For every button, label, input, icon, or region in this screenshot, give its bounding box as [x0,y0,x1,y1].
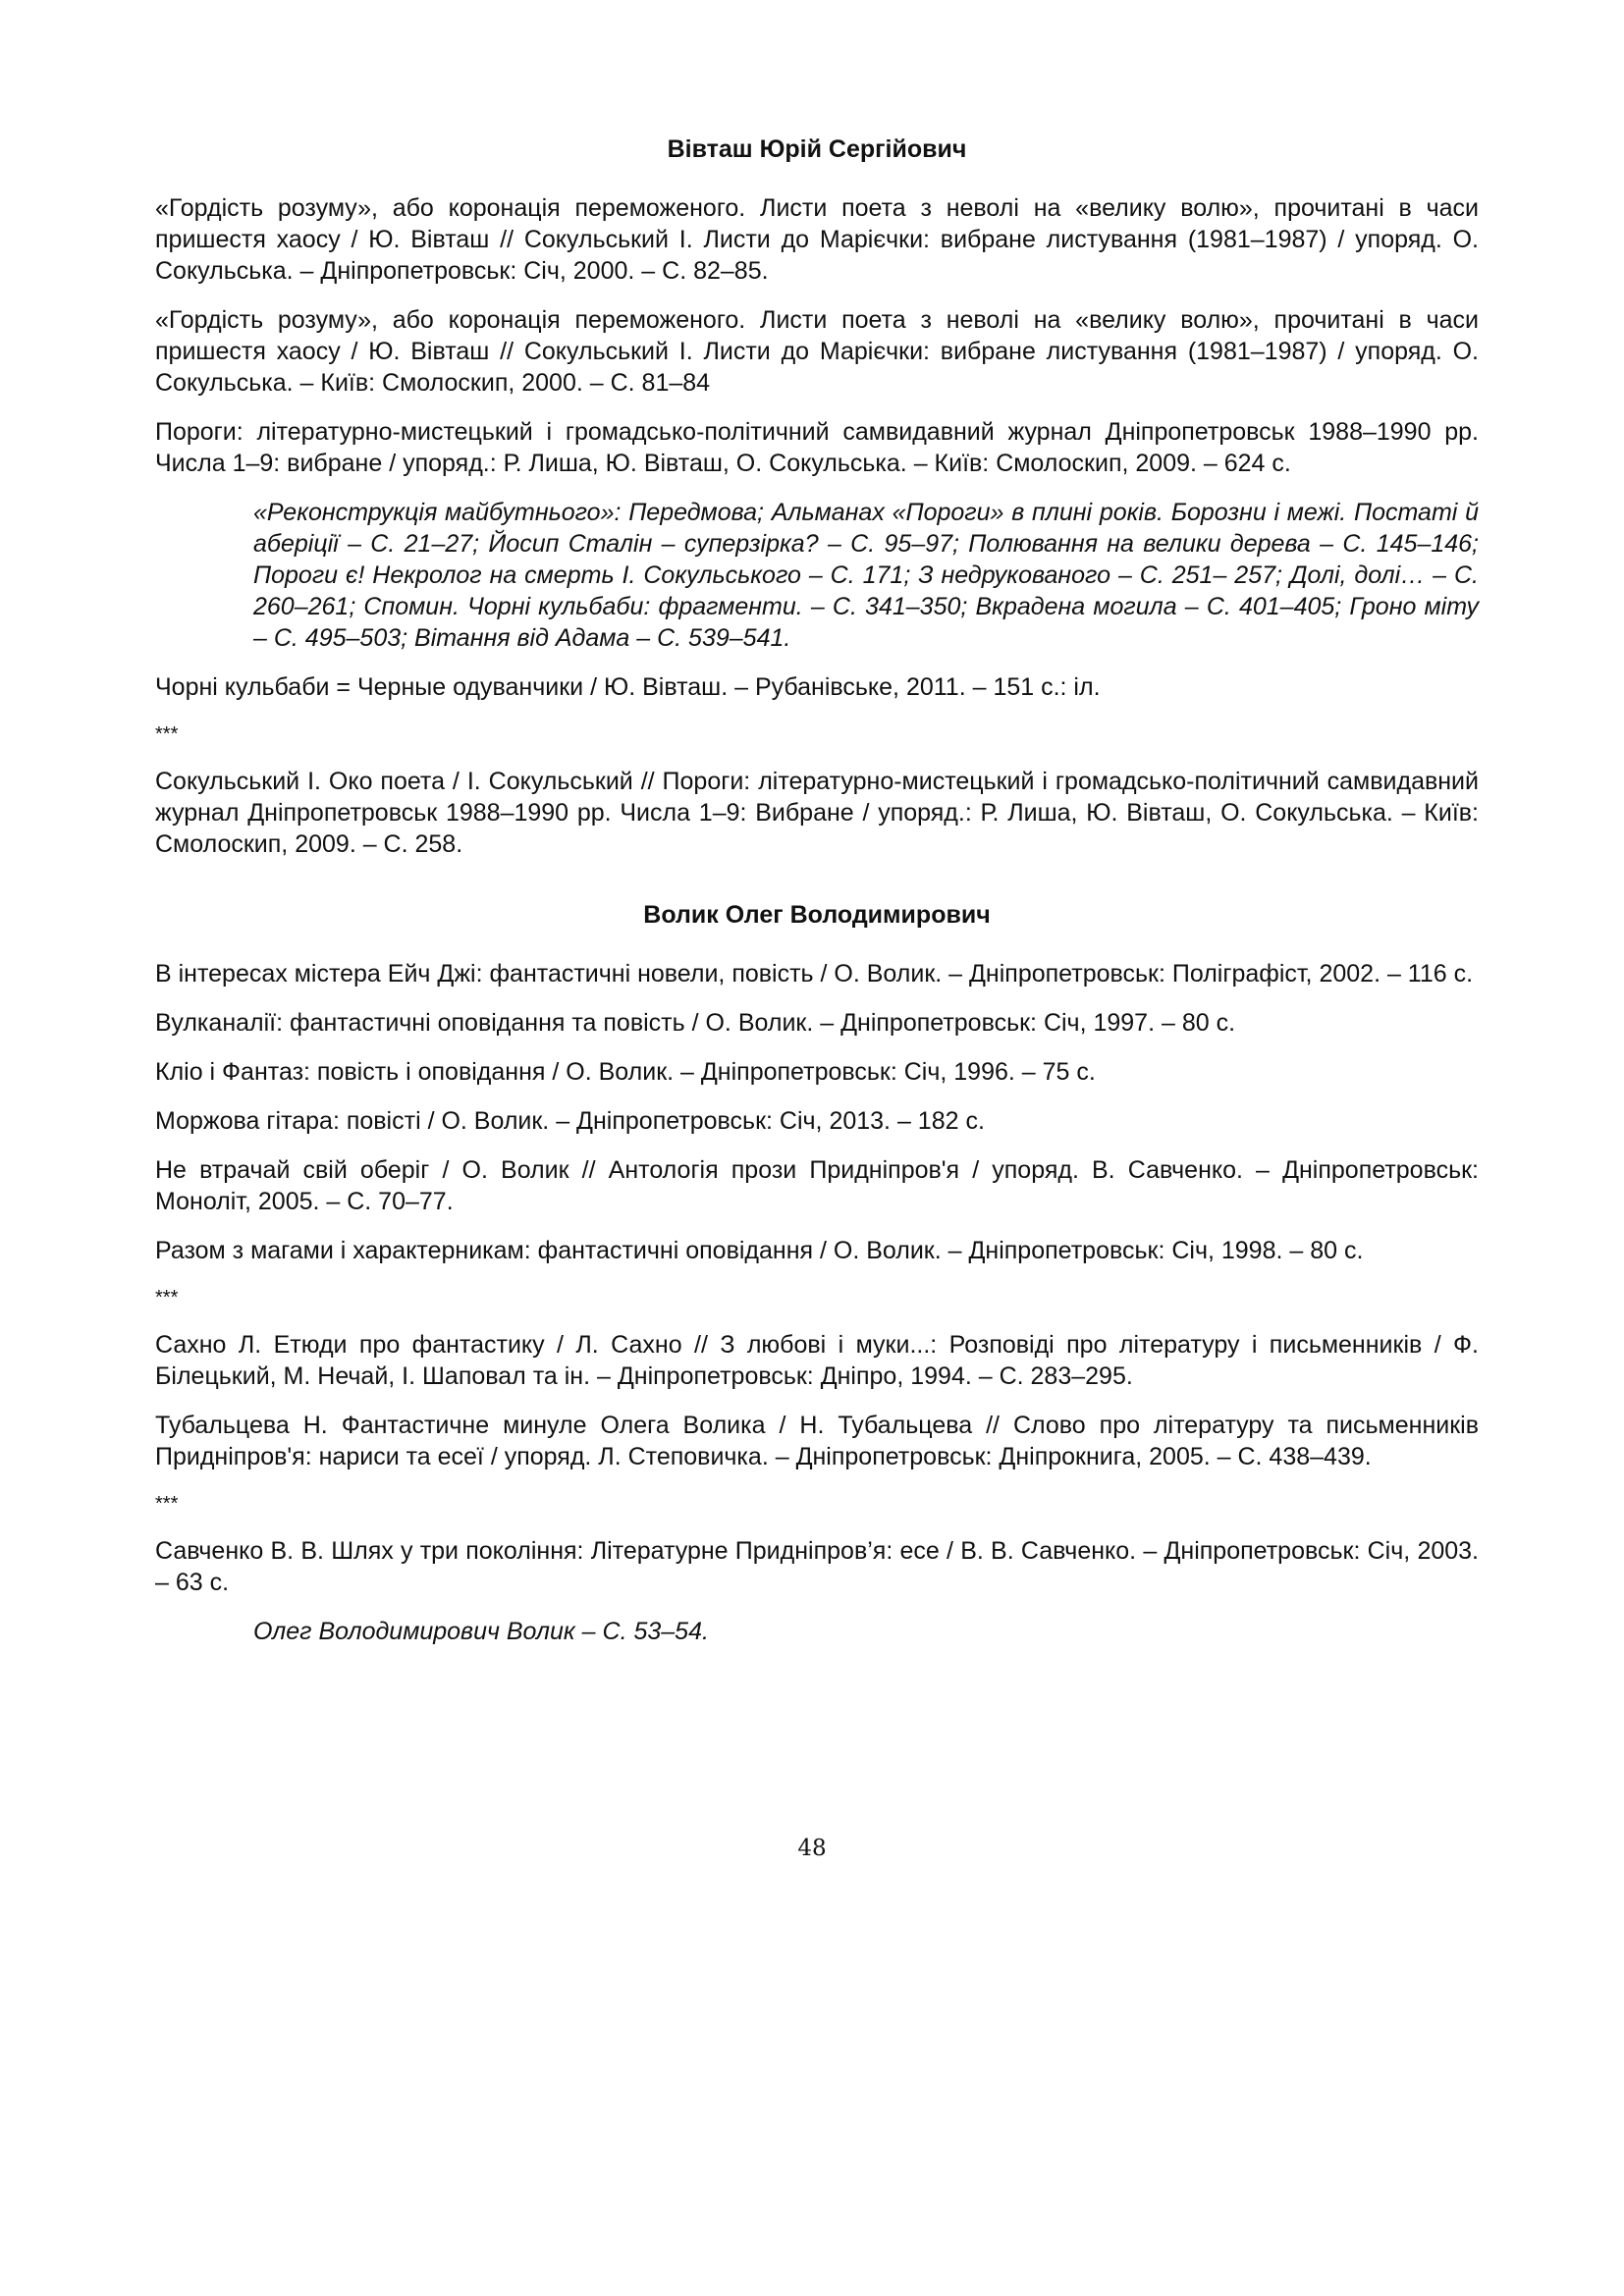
bibliography-entry: Кліо і Фантаз: повість і оповідання / О. Волик. – Дніпропетровськ: Січ, 1996. – 75 с. [155,1058,1096,1086]
bibliography-entry: Не втрачай свій оберіг / О. Волик // Антологія прози Придніпров'я / упоряд. В. Савченко. – Дніпропетровськ: Моноліт, 2005. – С. 70–77. [155,1156,1479,1215]
bibliography-entry: Савченко В. В. Шлях у три покоління: Літературне Придніпров’я: есе / В. В. Савченко. – Дніпропетровськ: Січ, 2003. – 63 с. [155,1537,1479,1596]
bibliography-entry: Сокульський І. Око поета / І. Сокульський // Пороги: літературно-мистецький і громадсько-політичний самвидавний журнал Дніпропетровськ 1988–1990 рр. Числа 1–9: Вибране / упоряд.: Р. Лиша, Ю. Вівташ, О. Сокульська. – Київ: Смолоскип, 2009. – С. 258. [155,768,1479,858]
bibliography-entry: В інтересах містера Ейч Джі: фантастичні новели, повість / О. Волик. – Дніпропетровськ: Поліграфіст, 2002. – 116 с. [155,960,1474,988]
section-separator: *** [155,1493,179,1515]
bibliography-entry: «Гордість розуму», або коронація переможеного. Листи поета з неволі на «велику волю», прочитані в часи пришестя хаосу / Ю. Вівташ // Сокульський І. Листи до Марієчки: вибране листування (1981–1987) / упоряд. О. Сокульська. – Дніпропетровськ: Січ, 2000. – С. 82–85. [155,194,1479,285]
section-separator: *** [155,1287,179,1308]
bibliography-entry: Пороги: літературно-мистецький і громадсько-політичний самвидавний журнал Дніпропетровськ 1988–1990 рр. Числа 1–9: вибране / упоряд.: Р. Лиша, Ю. Вівташ, О. Сокульська. – Київ: Смолоскип, 2009. – 624 с. [155,418,1479,477]
bibliography-contents-note: Олег Володимирович Волик – С. 53–54. [253,1618,709,1645]
bibliography-entry: «Гордість розуму», або коронація переможеного. Листи поета з неволі на «велику волю», прочитані в часи пришестя хаосу / Ю. Вівташ // Сокульський І. Листи до Марієчки: вибране листування (1981–1987) / упоряд. О. Сокульська. – Київ: Смолоскип, 2000. – С. 81–84 [155,306,1479,397]
bibliography-entry: Вулканалії: фантастичні оповідання та повість / О. Волик. – Дніпропетровськ: Січ, 1997. – 80 с. [155,1009,1236,1037]
bibliography-entry: Разом з магами і характерникам: фантастичні оповідання / О. Волик. – Дніпропетровськ: Січ, 1998. – 80 с. [155,1237,1364,1264]
bibliography-entry: Моржова гітара: повісті / О. Волик. – Дніпропетровськ: Січ, 2013. – 182 с. [155,1107,985,1135]
bibliography-contents-note: «Реконструкція майбутнього»: Передмова; Альманах «Пороги» в плині років. Борозни і межі. Постаті й аберіції – С. 21–27; Йосип Сталін – суперзірка? – С. 95–97; Полювання на велики дерева – С. 145–146; Пороги є! Некролог на смерть І. Сокульського – С. 171; З недрукованого – С. 251– 257; Долі, долі… – С. 260–261; Спомин. Чорні кульбаби: фрагменти. – С. 341–350; Вкрадена могила – С. 401–405; Гроно міту – С. 495–503; Вітання від Адама – С. 539–541. [253,499,1479,652]
section-title-volyk: Волик Олег Володимирович [643,901,991,929]
section-title-vivtash: Вівташ Юрій Сергійович [667,135,967,163]
bibliography-entry: Сахно Л. Етюди про фантастику / Л. Сахно // З любові і муки...: Розповіді про літературу і письменників / Ф. Білецький, М. Нечай, І. Шаповал та ін. – Дніпропетровськ: Дніпро, 1994. – С. 283–295. [155,1331,1479,1390]
page-number: 48 [797,1836,827,1861]
section-separator: *** [155,723,179,745]
bibliography-entry: Чорні кульбаби = Черные одуванчики / Ю. Вівташ. – Рубанівське, 2011. – 151 с.: іл. [155,673,1101,701]
document-page [155,133,1479,1665]
bibliography-entry: Тубальцева Н. Фантастичне минуле Олега Волика / Н. Тубальцева // Слово про літературу та письменників Придніпров'я: нариси та есеї / упоряд. Л. Степовичка. – Дніпропетровськ: Дніпрокнига, 2005. – С. 438–439. [155,1412,1479,1470]
